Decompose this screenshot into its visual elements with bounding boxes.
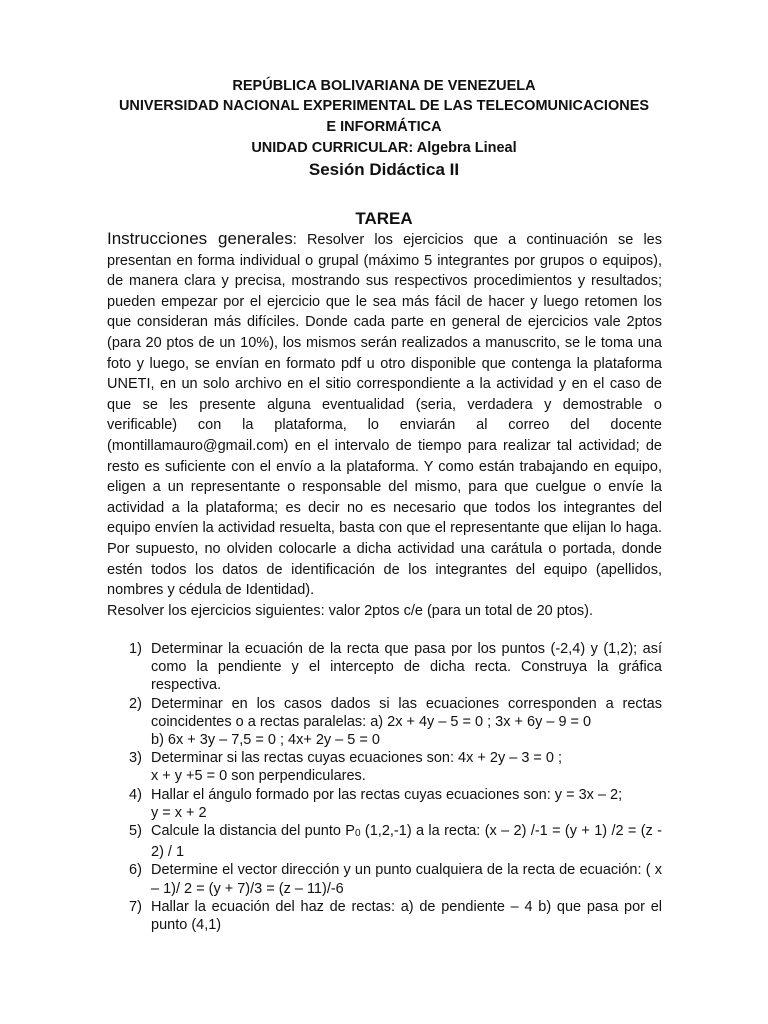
- exercise-item: [107, 861, 662, 897]
- instructions-text: : Resolver los ejercicios que a continuación se les presentan en forma individual o grupal (máximo 5 integrantes por grupos o equipos), de manera clara y precisa, mostrando sus respectivos procedimientos y resultados; pueden empezar por el ejercicio que le sea más fácil de hacer y luego retomen los que consideran más difíciles. Donde cada parte en general de ejercicios vale 2ptos (para 20 ptos de un 10%), los mismos serán realizados a manuscrito, se le toma una foto y luego, se envían en formato pdf u otro disponible que contenga la plataforma UNETI, en un solo archivo en el sitio correspondiente a la actividad y en el caso de que se les presente alguna eventualidad (seria, verdadera y demostrable o verificable) con la plataforma, lo enviarán al correo del docente (montillamauro@gmail.com) en el intervalo de tiempo para realizar tal actividad; de resto es suficiente con el envío a la plataforma. Y como están trabajando en equipo, eligen a un representante o responsable del mismo, para que cuelgue o envíe la actividad a la plataforma; es decir no es necesario que todos los integrantes del equipo envíen la actividad resuelta, basta con que el representante que elijan lo haga. Por supuesto, no olviden colocarle a dicha actividad una carátula o portada, donde estén todos los datos de identificación de los integrantes del equipo (apellidos, nombres y cédula de Identidad).: [107, 232, 662, 599]
- exercise-text-continued: y = x + 2: [151, 804, 207, 821]
- exercise-number: 4): [129, 786, 142, 803]
- exercise-text: Determinar la ecuación de la recta que pasa por los puntos (-2,4) y (1,2); así como la pendiente y el intercepto de dicha recta. Construya la gráfica respectiva.: [151, 641, 662, 694]
- exercise-item: [107, 822, 662, 861]
- exercise-text-continued: x + y +5 = 0 son perpendiculares.: [151, 768, 366, 785]
- subject-label: UNIDAD CURRICULAR:: [251, 140, 414, 156]
- exercise-item: [107, 786, 662, 822]
- exercise-text-part-b: b) 6x + 3y – 7,5 = 0 ; 4x+ 2y – 5 = 0: [151, 732, 380, 749]
- exercise-text: Calcule la distancia del punto P: [151, 823, 355, 840]
- exercise-text: Determine el vector dirección y un punto cualquiera de la recta de ecuación: ( x – 1)/ 2 = (y + 7)/3 = (z – 11)/-6: [151, 862, 662, 897]
- exercise-text: Hallar el ángulo formado por las rectas cuyas ecuaciones son: y = 3x – 2;: [151, 786, 623, 803]
- exercise-item: [107, 640, 662, 695]
- exercise-text: Hallar la ecuación del haz de rectas: a) de pendiente – 4 b) que pasa por el punto (4,1): [151, 898, 662, 934]
- exercise-number: 1): [129, 641, 142, 657]
- exercise-text-rest: (1,2,-1) a la recta: (x – 2) /-1 = (y + 1) /2 = (z - 2) / 1: [151, 823, 662, 861]
- exercise-number: 2): [129, 695, 142, 712]
- point-subscript: 0: [354, 828, 361, 840]
- subject-value: Algebra Lineal: [416, 140, 517, 156]
- exercise-number: 5): [129, 823, 142, 840]
- exercise-text: Determinar en los casos dados si las ecuaciones corresponden a rectas coincidentes o a rectas paralelas: a) 2x + 4y – 5 = 0 ; 3x + 6y – 9 = 0: [151, 695, 662, 730]
- instructions-paragraph: [107, 229, 662, 601]
- session-title: Sesión Didáctica II: [308, 160, 460, 179]
- header-university-line2: E INFORMÁTICA: [326, 119, 442, 135]
- header-country: REPÚBLICA BOLIVARIANA DE VENEZUELA: [232, 78, 536, 94]
- header-university-line1: UNIVERSIDAD NACIONAL EXPERIMENTAL DE LAS TELECOMUNICACIONES: [118, 98, 650, 114]
- exercise-number: 6): [129, 862, 142, 879]
- exercise-text: Determinar si las rectas cuyas ecuaciones son: 4x + 2y – 3 = 0 ;: [151, 750, 563, 767]
- header-subject: [0, 138, 768, 158]
- exercise-list: [107, 640, 662, 934]
- exercise-number: 3): [129, 750, 142, 767]
- exercise-item: [107, 898, 662, 934]
- exercise-item: [107, 749, 662, 785]
- exercise-item: [107, 695, 662, 750]
- task-title: TAREA: [355, 209, 413, 228]
- exercise-number: 7): [129, 898, 142, 915]
- instructions-lead: Instrucciones generales: [107, 229, 293, 248]
- resolve-instruction: Resolver los ejercicios siguientes: valor 2ptos c/e (para un total de 20 ptos).: [107, 603, 593, 619]
